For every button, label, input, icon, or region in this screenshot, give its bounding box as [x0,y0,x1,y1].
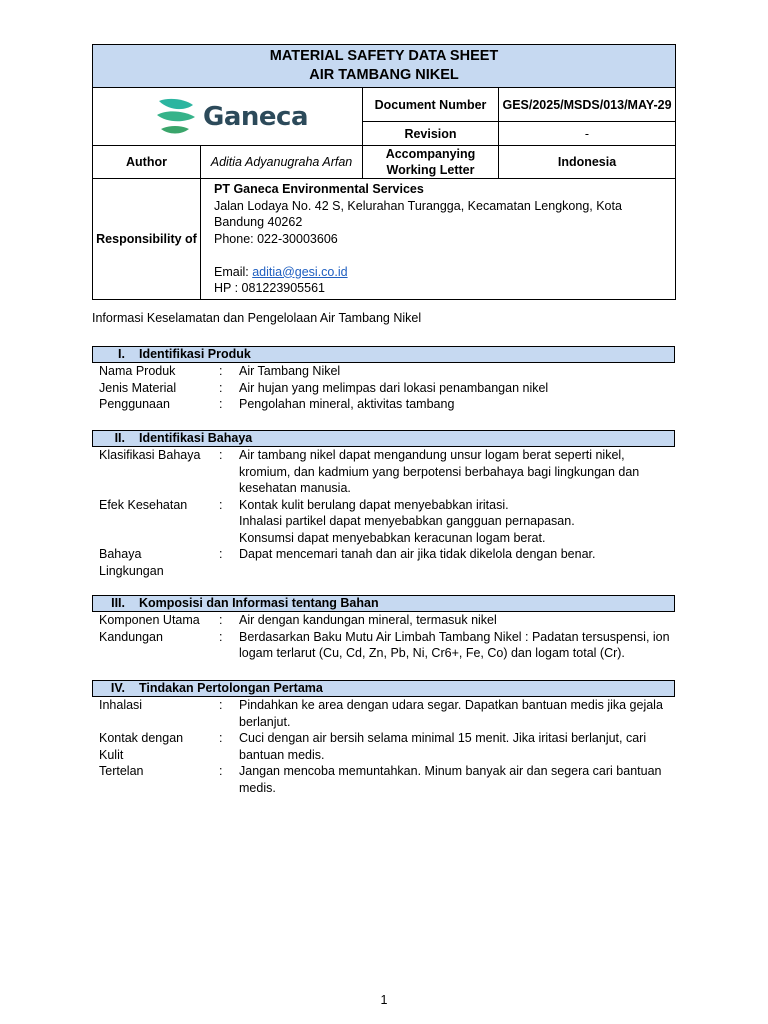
section-header [92,346,675,363]
section-identifikasi-produk [92,346,675,413]
responsibility-details [201,179,676,300]
author-label: Author [93,146,201,179]
section-pertolongan-pertama [92,680,675,796]
logo-cell [93,88,363,146]
list-item: Kandungan : Berdasarkan Baku Mutu Air Limbah Tambang Nikel : Padatan tersuspensi, ion logam terlarut (Cu, Cd, Zn, Pb, Ni, Cr6+, Fe, Co) dan logam total (Cr). [99,629,670,660]
section-number: I. [118,347,125,361]
section-komposisi [92,595,675,662]
section-title: Tindakan Pertolongan Pertama [139,681,323,695]
section-identifikasi-bahaya [92,430,675,579]
revision-label: Revision [363,122,499,146]
company-logo [93,97,362,137]
revision-value: - [499,122,676,146]
ganeca-leaf-icon [155,97,197,137]
accompanying-value: Indonesia [499,146,676,179]
document-title [93,45,676,88]
document-header-table [92,44,676,300]
email-line [214,264,675,281]
section-title: Komposisi dan Informasi tentang Bahan [139,596,379,610]
company-name: PT Ganeca Environmental Services [214,182,424,196]
list-item: Inhalasi : Pindahkan ke area dengan udara segar. Dapatkan bantuan medis jika gejala berlanjut. [99,698,663,729]
title-line-1: MATERIAL SAFETY DATA SHEET [269,48,499,64]
list-item: Tertelan : Jangan mencoba memuntahkan. Minum banyak air dan segera cari bantuan medis. [99,764,662,795]
email-label: Email: [214,264,253,279]
section-header [92,680,675,697]
section-number: III. [111,596,125,610]
author-value: Aditia Adyanugraha Arfan [201,146,363,179]
logo-text: Ganeca [203,101,308,132]
page-number: 1 [380,993,388,1007]
section-number: IV. [110,681,125,695]
title-line-2: AIR TAMBANG NIKEL [309,67,459,83]
email-link[interactable]: aditia@gesi.co.id [252,264,348,279]
section-title: Identifikasi Produk [139,347,251,361]
document-number-label: Document Number [363,88,499,122]
list-item: Komponen Utama : Air dengan kandungan mineral, termasuk nikel [99,613,497,627]
list-item: Bahaya Lingkungan : Dapat mencemari tanah dan air jika tidak dikelola dengan benar. [99,547,596,578]
section-header [92,430,675,447]
list-item: Efek Kesehatan : Kontak kulit berulang dapat menyebabkan iritasi. Inhalasi partikel dapat menyebabkan gangguan pernapasan. Konsumsi dapat menyebabkan keracunan logam berat. [99,497,575,545]
section-number: II. [114,431,125,445]
document-number-value: GES/2025/MSDS/013/MAY-29 [499,88,676,122]
accompanying-label: Accompanying Working Letter [363,146,499,179]
list-item: Kontak dengan Kulit : Cuci dengan air bersih selama minimal 15 menit. Jika iritasi berlanjut, cari bantuan medis. [99,731,647,762]
company-phone: Phone: 022-30003606 [214,231,338,246]
section-title: Identifikasi Bahaya [139,431,253,445]
company-address: Jalan Lodaya No. 42 S, Kelurahan Turangga, Kecamatan Lengkong, Kota Bandung 40262 [214,198,622,229]
hp-line: HP : 081223905561 [214,281,325,295]
list-item: Nama Produk : Air Tambang Nikel [99,364,341,378]
section-header [92,595,675,612]
list-item: Jenis Material : Air hujan yang melimpas dari lokasi penambangan nikel [99,380,549,395]
responsibility-label: Responsibility of [93,179,201,300]
list-item: Penggunaan : Pengolahan mineral, aktivitas tambang [99,397,455,411]
intro-text: Informasi Keselamatan dan Pengelolaan Air Tambang Nikel [92,311,422,325]
list-item: Klasifikasi Bahaya : Air tambang nikel dapat mengandung unsur logam berat seperti nikel, kromium, dan kadmium yang berpotensi berbahaya bagi lingkungan dan kesehatan manusia. [99,448,640,495]
